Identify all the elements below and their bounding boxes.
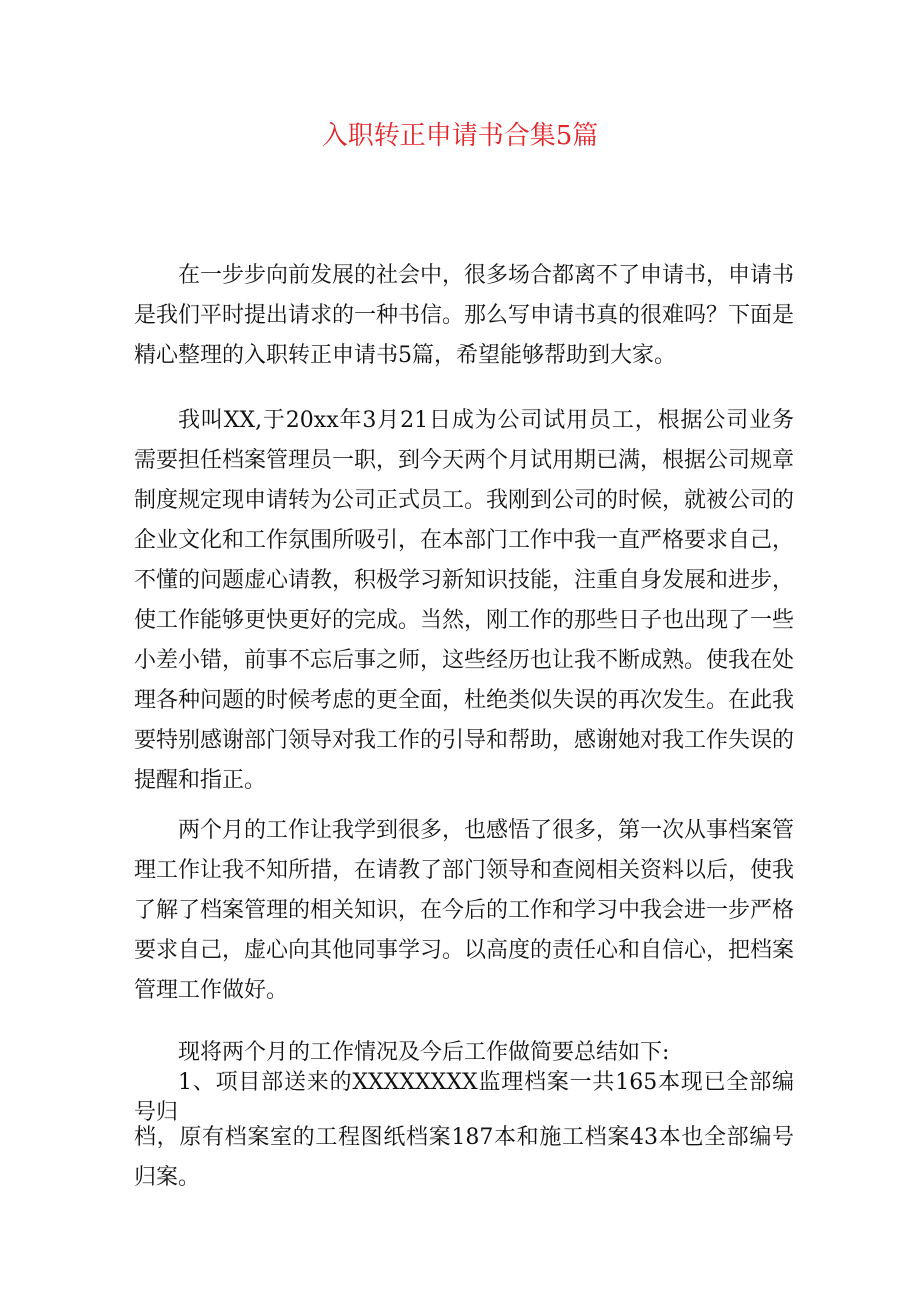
paragraph-summary-lead: 现将两个月的工作情况及今后工作做简要总结如下:	[178, 1040, 670, 1065]
paragraph-learning: 两个月的工作让我学到很多，也感悟了很多，第一次从事档案管理工作让我不知所措，在请教了部门领导和查阅相关资料以后，使我了解了档案管理的相关知识，在今后的工作和学习中我会进一步严格要求自己，虚心向其他同事学习。以高度的责任心和自信心，把档案管理工作做好。	[134, 818, 795, 1003]
paragraph-self-introduction: 我叫XX,于20xx年3月21日成为公司试用员工，根据公司业务需要担任档案管理员一职，到今天两个月试用期已满，根据公司规章制度规定现申请转为公司正式员工。我刚到公司的时候，就被公司的企业文化和工作氛围所吸引，在本部门工作中我一直严格要求自己，不懂的问题虚心请教，积极学习新知识技能，注重自身发展和进步，使工作能够更快更好的完成。当然，刚工作的那些日子也出现了一些小差小错，前事不忘后事之师，这些经历也让我不断成熟。使我在处理各种问题的时候考虑的更全面，杜绝类似失误的再次发生。在此我要特别感谢部门领导对我工作的引导和帮助，感谢她对我工作失误的提醒和指正。	[134, 408, 795, 793]
list-item-1: 1、项目部送来的XXXXXXXX监理档案一共165本现已全部编号归	[134, 1070, 794, 1125]
paragraph-intro: 在一步步向前发展的社会中，很多场合都离不了申请书，申请书是我们平时提出请求的一种书信。那么写申请书真的很难吗？下面是精心整理的入职转正申请书5篇，希望能够帮助到大家。	[134, 263, 795, 368]
document-title: 入职转正申请书合集5篇	[321, 121, 599, 151]
list-item-1-continued: 档，原有档案室的工程图纸档案187本和施工档案43本也全部编号归案。	[134, 1125, 794, 1190]
